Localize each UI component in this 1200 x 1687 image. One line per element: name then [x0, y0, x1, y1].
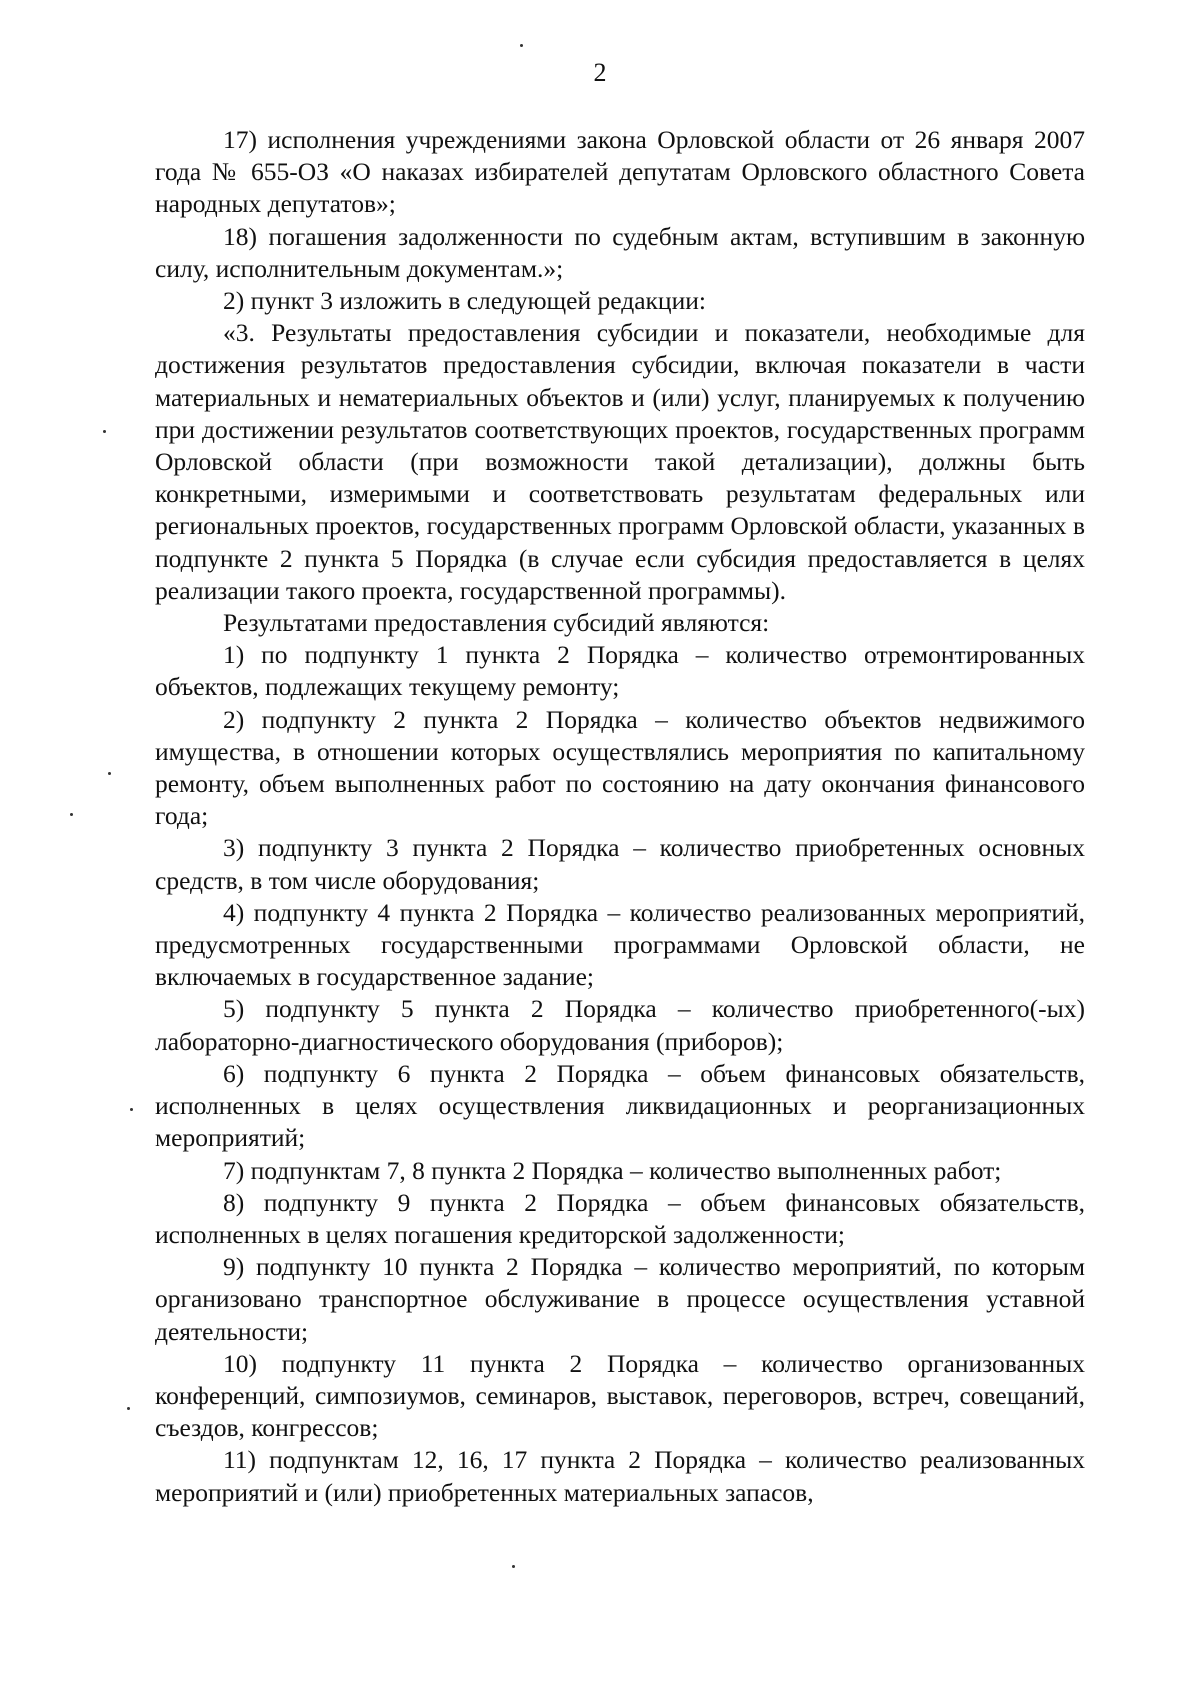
scan-speck: [70, 813, 73, 816]
list-item-result-2: 2) подпункту 2 пункта 2 Порядка – количество объектов недвижимого имущества, в отношении которых осуществлялись мероприятия по капитальному ремонту, объем выполненных работ по состоянию на дату окончания финансового года;: [155, 704, 1085, 831]
paragraph-section-3: «3. Результаты предоставления субсидии и показатели, необходимые для достижения результатов предоставления субсидии, включая показатели в части материальных и нематериальных объектов и (или) услуг, планируемых к получению при достижении результатов соответствующих проектов, государственных программ Орловской области (при возможности такой детализации), должны быть конкретными, измеримыми и соответствовать результатам федеральных или региональных проектов, государственных программ Орловской области, указанных в подпункте 2 пункта 5 Порядка (в случае если субсидия предоставляется в целях реализации такого проекта, государственной программы).: [155, 318, 1085, 605]
paragraph-item-17: 17) исполнения учреждениями закона Орловской области от 26 января 2007 года № 655-ОЗ «О наказах избирателей депутатам Орловского областного Совета народных депутатов»;: [155, 125, 1085, 219]
list-item-result-3: 3) подпункту 3 пункта 2 Порядка – количество приобретенных основных средств, в том числе оборудования;: [155, 833, 1085, 895]
paragraph-item-18: 18) погашения задолженности по судебным актам, вступившим в законную силу, исполнительным документам.»;: [155, 221, 1085, 283]
page-number: 2: [593, 58, 607, 87]
list-item-result-1: 1) по подпункту 1 пункта 2 Порядка – количество отремонтированных объектов, подлежащих текущему ремонту;: [155, 640, 1085, 702]
scan-speck: [512, 1565, 515, 1568]
list-item-result-7: 7) подпунктам 7, 8 пункта 2 Порядка – количество выполненных работ;: [223, 1155, 1002, 1185]
scan-speck: [103, 430, 106, 433]
scan-speck: [127, 1407, 130, 1410]
document-body: [155, 124, 1085, 1509]
list-item-result-10: 10) подпункту 11 пункта 2 Порядка – количество организованных конференций, симпозиумов, семинаров, выставок, переговоров, встреч, совещаний, съездов, конгрессов;: [155, 1348, 1085, 1443]
paragraph-results-intro: Результатами предоставления субсидий являются:: [223, 608, 770, 638]
list-item-result-5: 5) подпункту 5 пункта 2 Порядка – количество приобретенного(-ых) лабораторно-диагностического оборудования (приборов);: [155, 994, 1085, 1056]
list-item-result-9: 9) подпункту 10 пункта 2 Порядка – количество мероприятий, по которым организовано транспортное обслуживание в процессе осуществления уставной деятельности;: [155, 1252, 1085, 1346]
list-item-result-4: 4) подпункту 4 пункта 2 Порядка – количество реализованных мероприятий, предусмотренных государственными программами Орловской области, не включаемых в государственное задание;: [155, 897, 1085, 992]
scan-speck: [520, 44, 523, 47]
scan-speck: [130, 1108, 133, 1111]
list-item-result-8: 8) подпункту 9 пункта 2 Порядка – объем финансовых обязательств, исполненных в целях погашения кредиторской задолженности;: [155, 1187, 1085, 1249]
scan-speck: [108, 772, 111, 775]
list-item-result-6: 6) подпункту 6 пункта 2 Порядка – объем финансовых обязательств, исполненных в целях осуществления ликвидационных и реорганизационных мероприятий;: [155, 1058, 1085, 1153]
list-item-result-11: 11) подпунктам 12, 16, 17 пункта 2 Порядка – количество реализованных мероприятий и (или) приобретенных материальных запасов,: [155, 1445, 1085, 1507]
paragraph-point-2: 2) пункт 3 изложить в следующей редакции:: [223, 286, 706, 316]
